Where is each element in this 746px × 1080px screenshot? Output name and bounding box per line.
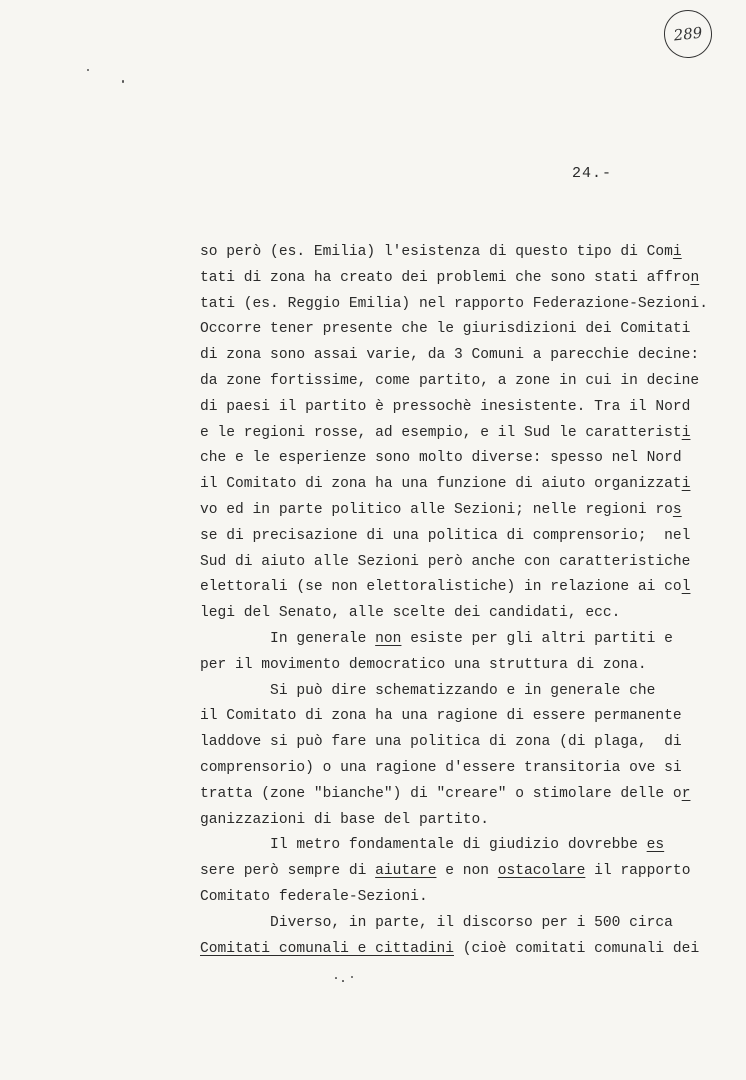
text-line bbox=[200, 885, 700, 911]
underlined-text: es bbox=[646, 837, 665, 854]
text-segment: da zone fortissime, come partito, a zone in cui in decine bbox=[200, 372, 700, 389]
text-line bbox=[200, 421, 700, 447]
text-segment: il Comitato di zona ha una funzione di aiuto organizzat bbox=[200, 476, 682, 493]
text-line bbox=[200, 730, 700, 756]
text-segment: Diverso, in parte, il discorso per i 500 circa bbox=[200, 914, 673, 931]
text-line bbox=[200, 627, 700, 653]
text-line bbox=[200, 292, 708, 318]
text-segment: legi del Senato, alle scelte dei candidati, ecc. bbox=[200, 605, 621, 622]
underlined-text: aiutare bbox=[375, 863, 437, 880]
text-segment: di zona sono assai varie, da 3 Comuni a parecchie decine: bbox=[200, 347, 700, 364]
text-segment: In generale bbox=[200, 630, 376, 647]
text-segment: se di precisazione di una politica di comprensorio; nel bbox=[200, 527, 691, 544]
text-line bbox=[200, 575, 700, 601]
scan-speck bbox=[351, 976, 353, 978]
text-segment: Si può dire schematizzando e in generale che bbox=[200, 682, 656, 699]
underlined-text: n bbox=[690, 269, 700, 286]
text-line bbox=[200, 833, 700, 859]
text-segment: e le regioni rosse, ad esempio, e il Sud le caratterist bbox=[200, 424, 682, 441]
text-segment: tati (es. Reggio Emilia) nel rapporto Federazione-Sezioni. bbox=[200, 295, 708, 312]
underlined-text: Comitati comunali e cittadini bbox=[200, 940, 454, 957]
archive-stamp: 289 bbox=[662, 8, 715, 61]
text-segment: di paesi il partito è pressochè inesistente. Tra il Nord bbox=[200, 398, 691, 415]
text-line bbox=[200, 808, 700, 834]
page-number: 24.- bbox=[572, 165, 613, 182]
underlined-text: ostacolare bbox=[497, 863, 586, 880]
scan-speck bbox=[335, 977, 337, 979]
underlined-text: i bbox=[672, 244, 682, 260]
underlined-text: l bbox=[681, 579, 691, 596]
text-segment: tati di zona ha creato dei problemi che sono stati affro bbox=[200, 269, 691, 286]
text-segment: laddove si può fare una politica di zona (di plaga, di bbox=[200, 734, 682, 751]
text-segment: esiste per gli altri partiti e bbox=[401, 630, 673, 647]
text-segment: e non bbox=[436, 863, 498, 880]
scan-speck bbox=[87, 69, 89, 71]
text-line bbox=[200, 317, 700, 343]
text-line bbox=[200, 782, 700, 808]
text-line bbox=[200, 369, 700, 395]
text-line bbox=[200, 550, 700, 576]
text-segment: elettorali (se non elettoralistiche) in relazione ai co bbox=[200, 579, 682, 596]
text-line bbox=[200, 524, 700, 550]
text-segment: comprensorio) o una ragione d'essere transitoria ove si bbox=[200, 759, 682, 776]
text-segment: sere però sempre di bbox=[200, 863, 376, 880]
text-segment: Comitato federale-Sezioni. bbox=[200, 888, 428, 905]
scan-speck bbox=[122, 80, 124, 83]
text-line bbox=[200, 446, 700, 472]
text-line bbox=[200, 498, 700, 524]
text-line bbox=[200, 472, 700, 498]
text-line bbox=[200, 937, 700, 963]
text-line bbox=[200, 859, 700, 885]
text-segment: per il movimento democratico una struttura di zona. bbox=[200, 656, 647, 673]
text-segment: tratta (zone "bianche") di "creare" o stimolare delle o bbox=[200, 785, 682, 802]
text-segment: Il metro fondamentale di giudizio dovrebbe bbox=[200, 837, 647, 854]
underlined-text: s bbox=[672, 501, 682, 518]
text-line bbox=[200, 756, 700, 782]
text-segment: che e le esperienze sono molto diverse: spesso nel Nord bbox=[200, 450, 682, 467]
text-line bbox=[200, 266, 700, 292]
text-line bbox=[200, 679, 700, 705]
text-segment: il Comitato di zona ha una ragione di essere permanente bbox=[200, 708, 682, 725]
text-segment: Sud di aiuto alle Sezioni però anche con caratteristiche bbox=[200, 553, 691, 570]
text-line bbox=[200, 343, 700, 369]
underlined-text: i bbox=[681, 424, 691, 441]
text-line bbox=[200, 911, 700, 937]
text-segment: vo ed in parte politico alle Sezioni; nelle regioni ro bbox=[200, 501, 673, 518]
text-segment: Occorre tener presente che le giurisdizioni dei Comitati bbox=[200, 321, 691, 338]
text-segment: so però (es. Emilia) l'esistenza di questo tipo di Com bbox=[200, 244, 673, 260]
text-line bbox=[200, 240, 700, 266]
underlined-text: i bbox=[681, 476, 691, 493]
document-body bbox=[200, 240, 708, 962]
text-line bbox=[200, 653, 700, 679]
text-segment: il rapporto bbox=[585, 863, 691, 880]
text-line bbox=[200, 395, 700, 421]
underlined-text: non bbox=[375, 630, 402, 647]
scan-speck bbox=[342, 980, 344, 982]
underlined-text: r bbox=[681, 785, 691, 802]
text-segment: (cioè comitati comunali dei bbox=[453, 940, 700, 957]
text-line bbox=[200, 704, 700, 730]
text-segment: ganizzazioni di base del partito. bbox=[200, 811, 490, 828]
text-line bbox=[200, 601, 700, 627]
